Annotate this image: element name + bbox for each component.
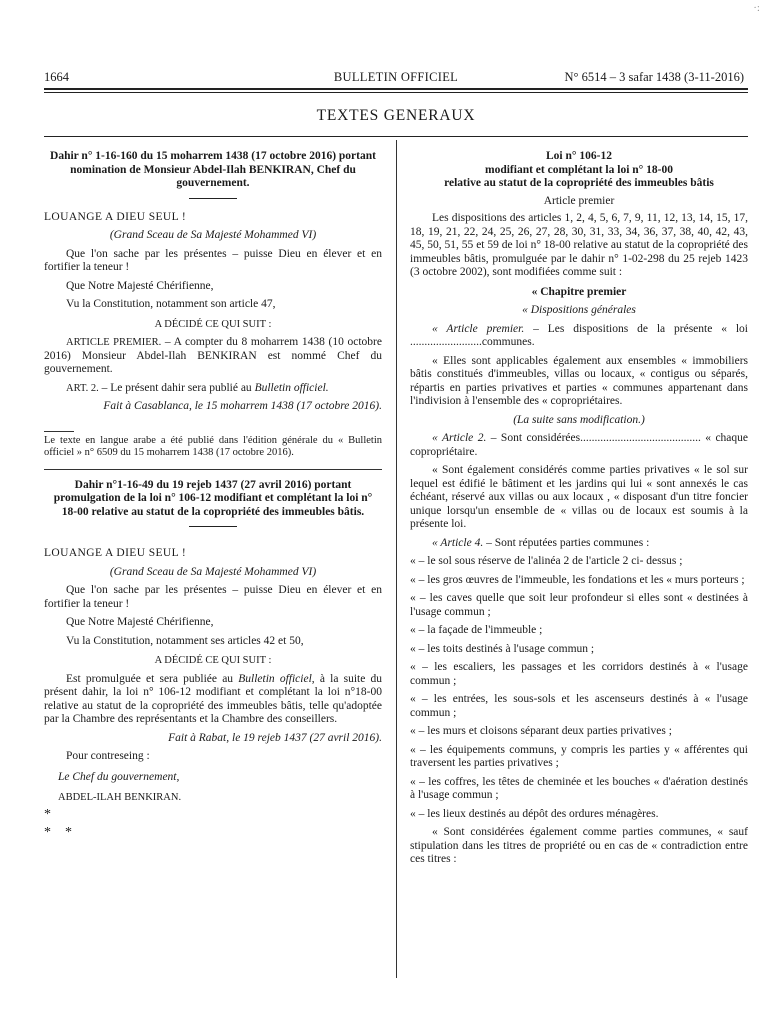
list-item: « – les lieux destinés au dépôt des ordures ménagères. (410, 807, 659, 820)
list-item: « – les murs et cloisons séparant deux parties privatives ; (410, 725, 672, 737)
section-title: TEXTES GENERAUX (316, 107, 476, 124)
dahir1-sceau: (Grand Sceau de Sa Majesté Mohammed VI) (109, 229, 317, 241)
dahir1-decide: A DÉCIDÉ CE QUI SUIT : (154, 318, 272, 330)
chapitre-heading: « Chapitre premier (531, 285, 627, 298)
loi-intro: Les dispositions des articles 1, 2, 4, 5, 6, 7, 9, 11, 12, 13, 14, 15, 17, 18, 19, 21, 22, 24, 25, 26, 27, 28, 30, 31, 33, 34, 36, 37, 38, 40, 42, 43, 45, 50, 51, 55 et 59 de loi n° 18-00 relative au statut de la copropriété des immeubles bâtis, promulguée par le dahir n° 1-02-298 du 25 rejeb 1423 (3 octobre 2002), sont modifiées comme suit : (410, 212, 748, 278)
scan-mark: ·: (753, 2, 760, 14)
separator-stars: * * (44, 824, 72, 840)
body-text: , à la suite du présent dahir, la loi n° 106-12 modifiant et complétant la loi n°18-00 relative au statut de la copropriété des immeubles bâtis, telle qu'adoptée par la Chambre des représentants et la Chambre des conseillers. (44, 672, 383, 725)
section-rule (44, 136, 748, 137)
dahir1-fait: Fait à Casablanca, le 15 moharrem 1438 (17 octobre 2016). (103, 400, 382, 412)
right-column (410, 150, 748, 867)
separator-star: * (44, 806, 51, 822)
article-text: – Les dispositions de la présente « loi .........................communes. (410, 322, 748, 348)
page-header (44, 70, 748, 84)
loi-subtitle-1: modifiant et complétant la loi n° 18-00 (485, 163, 673, 176)
header-rule-thick (44, 88, 748, 90)
dahir2-sceau: (Grand Sceau de Sa Majesté Mohammed VI) (109, 565, 317, 578)
article-text: – A compter du 8 moharrem 1438 (10 octobre 2016) Monsieur Abdel-Ilah BENKIRAN est nommé Chef du gouvernement. (44, 336, 382, 375)
dispositions-heading: « Dispositions générales (522, 304, 636, 316)
list-item: « – les caves quelle que soit leur profondeur si elles sont « destinées à l'usage commun ; (410, 592, 748, 618)
list-item: « – les entrées, les sous-sols et les ascenseurs destinés à « l'usage commun ; (410, 693, 748, 719)
dahir2-vu: Vu la Constitution, notamment ses articles 42 et 50, (66, 634, 304, 647)
article-2-clause (410, 432, 748, 459)
final-paragraph: « Sont considérées également comme parties communes, « sauf stipulation dans les titres de propriété ou en cas de « contradiction entre ces titres : (410, 826, 748, 865)
body-text: Est promulguée et sera publiée au (66, 672, 239, 685)
column-divider (396, 140, 397, 978)
dahir2-fait: Fait à Rabat, le 19 rejeb 1437 (27 avril 2016). (168, 731, 382, 744)
dahir1-heading: Dahir n° 1-16-160 du 15 moharrem 1438 (17 octobre 2016) portant nomination de Monsieur Abdel-Ilah BENKIRAN, Chef du gouvernement. (50, 150, 376, 189)
page-number: 1664 (44, 70, 69, 84)
article-text: – Le présent dahir sera publié au (98, 381, 255, 394)
suite-note: (La suite sans modification.) (513, 413, 645, 426)
article-label: « Article 4. (432, 536, 484, 549)
elles-paragraph: « Elles sont applicables également aux ensembles « immobiliers bâtis constitués d'immeubles, villas ou locaux, « contigus ou séparés, répartis en parties privatives et parties « communes appartenant dans l'indivision à l'ensemble des « copropriétaires. (410, 354, 748, 407)
article-text: – Sont considérées.......................................... « chaque copropriétaire. (410, 432, 749, 458)
list-item: « – les escaliers, les passages et les corridors destinés à « l'usage commun ; (410, 661, 748, 687)
article-separator-rule (44, 469, 382, 470)
footnote-rule (44, 431, 74, 432)
dahir2-chef: Le Chef du gouvernement, (58, 770, 180, 783)
dahir2-decide: A DÉCIDÉ CE QUI SUIT : (154, 655, 272, 666)
dahir2-body (44, 673, 382, 727)
list-item: « – les équipements communs, y compris les parties y « afférentes qui traversent les parties privatives ; (410, 743, 748, 769)
list-item: « – les toits destinés à l'usage commun ; (410, 642, 595, 655)
dahir2-sachent: Que l'on sache par les présentes – puisse Dieu en élever et en fortifier la teneur ! (44, 584, 382, 610)
header-rule-thin (44, 92, 748, 93)
dahir2-louange: LOUANGE A DIEU SEUL ! (44, 547, 187, 559)
article-label: ART. 2. (66, 382, 99, 394)
dahir1-article-2 (44, 382, 382, 396)
article-text: – Sont réputées parties communes : (483, 536, 650, 549)
dahir1-louange: LOUANGE A DIEU SEUL ! (44, 210, 187, 223)
publication-title: BULLETIN OFFICIEL (333, 70, 459, 84)
dahir2-majeste: Que Notre Majesté Chérifienne, (66, 616, 214, 628)
loi-subtitle-2: relative au statut de la copropriété des immeubles bâtis (444, 177, 714, 189)
article-label: « Article 2. (432, 432, 487, 444)
list-item: « – le sol sous réserve de l'alinéa 2 de l'article 2 ci- dessus ; (410, 555, 683, 567)
left-column (44, 150, 382, 841)
dahir1-vu: Vu la Constitution, notamment son article 47, (66, 298, 276, 310)
article-label: « Article premier. (432, 322, 525, 335)
dahir1-article-1 (44, 336, 382, 377)
issue-reference: N° 6514 – 3 safar 1438 (3-11-2016) (564, 70, 744, 84)
list-item: « – les coffres, les têtes de cheminée et les bouches « d'aération destinés à l'usage commun ; (410, 775, 748, 801)
heading-separator (189, 526, 237, 527)
article-premier-heading: Article premier (543, 194, 615, 207)
bulletin-reference: Bulletin officiel. (254, 381, 329, 394)
dahir1-note: Le texte en langue arabe a été publié dans l'édition générale du « Bulletin officiel » n° 6509 du 15 moharrem 1438 (17 octobre 2016). (44, 434, 382, 458)
article-label: ARTICLE PREMIER. (66, 337, 162, 348)
article-premier-clause (410, 323, 748, 350)
dahir1-sachent: Que l'on sache par les présentes – puisse Dieu en élever et en fortifier la teneur ! (44, 247, 382, 273)
list-item: « – la façade de l'immeuble ; (410, 624, 543, 636)
dahir2-signataire: ABDEL-ILAH BENKIRAN. (58, 792, 182, 803)
loi-title: Loi n° 106-12 (546, 150, 612, 162)
dahir1-majeste: Que Notre Majesté Chérifienne, (66, 279, 214, 292)
list-item: « – les gros œuvres de l'immeuble, les fondations et les « murs porteurs ; (410, 573, 745, 586)
bulletin-reference: Bulletin officiel (238, 672, 312, 685)
dahir2-contreseing: Pour contreseing : (66, 750, 150, 762)
article-4-clause (410, 537, 748, 551)
heading-separator (189, 198, 237, 199)
dahir2-heading: Dahir n°1-16-49 du 19 rejeb 1437 (27 avril 2016) portant promulgation de la loi n° 106-12 modifiant et complétant la loi n° 18-00 relative au statut de la copropriété des immeubles bâtis. (53, 478, 373, 518)
privatives-paragraph: « Sont également considérés comme parties privatives « le sol sur lequel est édifié le bâtiment et les jardins qui lui « sont annexés le cas échéant, réservé aux villas ou aux locaux , « disposant d'un titre foncier unique lorsqu'un ensemble de « villas ou de locaux est soumis à la présente loi. (410, 464, 748, 530)
